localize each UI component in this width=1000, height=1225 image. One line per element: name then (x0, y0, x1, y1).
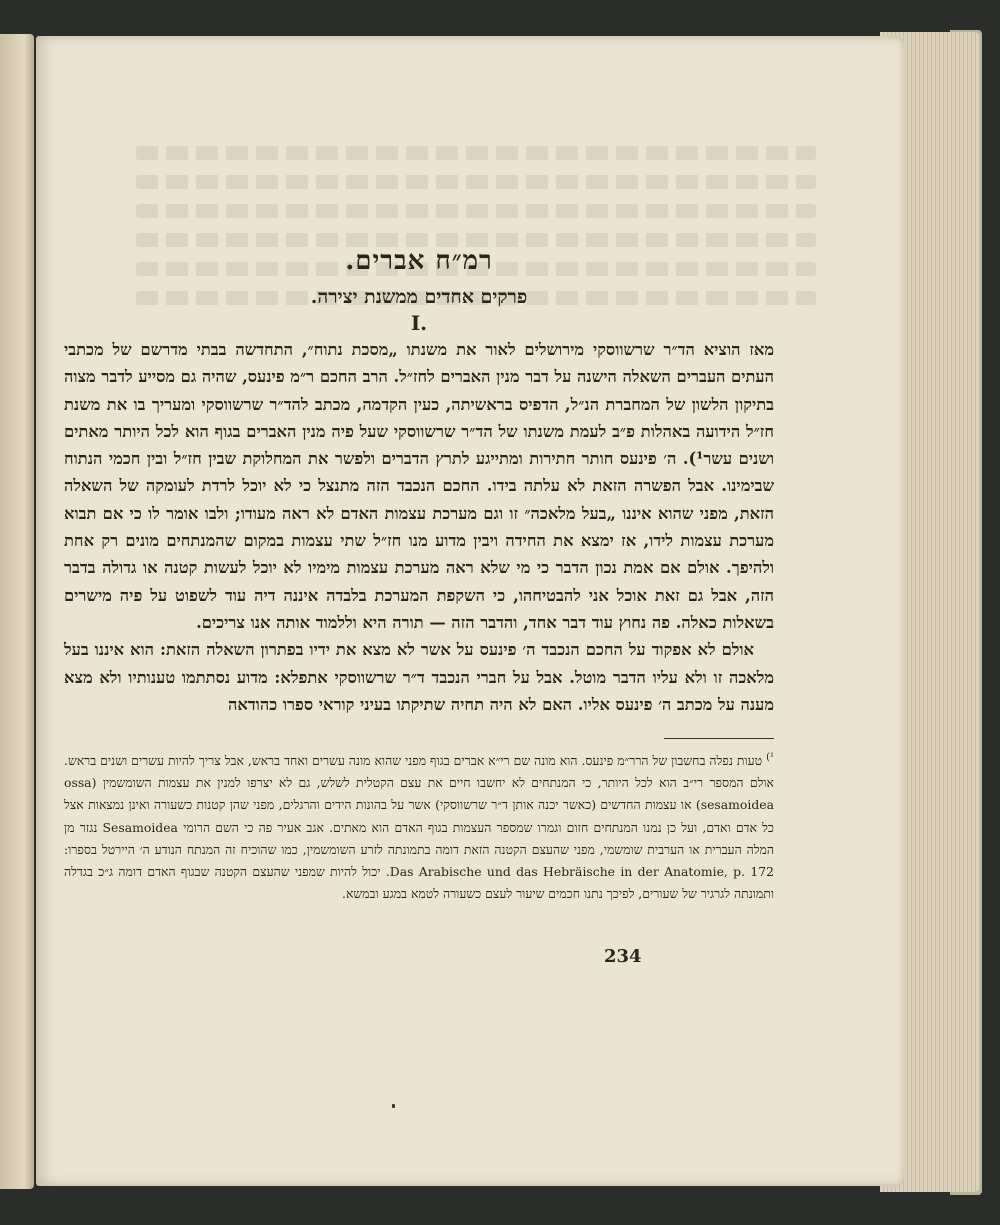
page-content (64, 246, 774, 905)
footnote-divider (664, 738, 774, 739)
section-number: I. (410, 311, 428, 335)
footnote (64, 747, 774, 905)
chapter-subtitle: פרקים אחדים ממשנת יצירה. (310, 286, 528, 308)
chapter-title: רמ״ח אברים. (345, 246, 493, 276)
ink-speck (392, 1104, 395, 1108)
body-paragraph: אולם לא אפקוד על החכם הנכבד ה׳ פינעס על אשר לא מצא את ידיו בפתרון השאלה הזאת: הוא איננו בעל מלאכה זו ולא עליו הדבר מוטל. אבל על חברי הנכבד ד״ר שרשווסקי אתפלא: מדוע נסתתמו טענותיו ולא מצא מענה על מכתב ה׳ פינעס אליו. האם לא היה תחיה שתיקתו בעיני קוראי ספרו כהודאה (64, 640, 774, 714)
footnote-mark: ¹) (766, 752, 774, 764)
page-number: 234 (604, 946, 642, 967)
footnote-text: טעות נפלה בחשבון של הרר״מ פינעס. הוא מונה שם רי״א אברים בגוף מפני שהוא מונה עשרים ואחד בראש, אבל צריך להיות עשרים ושנים בראש. אולם המספר רי״ב הוא לכל היותר, כי המנתחים לא יחשבו חיים את עצם הקטלית לשלש, גם לא יצרפו למנין את עצמות השומשמין (ossa sesamoidea) או עצמות החדשים (כאשר יכנה אותן ד״ר שרשווסקי) אשר על בהונות הידים והרגלים, מפני שהן קטנות כשעורה ואינן נמצאות אצל כל אדם ואדם, ועל כן נמנו המנתחים חזום וגמרו שמספר העצמות בגוף האדם הוא מאתים. אגב אעיר פה כי השם הרומי Sesamoidea נגזר מן המלה העברית או הערבית שומשמי, מפני שהעצם הקטנה הזאת דומה בתמונתה לזרע השומשמין, כמו שהוכיח זה המנתח הנודע ה׳ היירטל בספרו: Das Arabische und das Hebräische in der Anatomie, p. 172. יכול להיות שמפני שהעצם הקטנה שבגוף האדם דומה ג״כ בגדלה ותמונתה לגרגיר של שעורים, לפיכך נתנו חכמים שיעור לעצם כשעורה לטמא במגע ובמשא. (64, 753, 774, 901)
body-paragraph: מאז הוציא הד״ר שרשווסקי מירושלים לאור את משנתו „מסכת נתוח״, התחדשה בבתי מדרשם של מכתבי העתים העברים השאלה הישנה על דבר מנין האברים לחז״ל. הרב החכם ר״מ פינעס, שהיה גם מסייע לדבר מצוה בתיקון הלשון של המחברת הנ״ל, הדפיס בראשיתה, כעין הקדמה, מכתב להד״ר שרשווסקי ומעריך בו את משנת חז״ל הידועה באהלות פ״ב לעמת משנתו של הד״ר שרשווסקי שעל פיה מנין האברים בגוף הוא לכל היותר מאתים ושנים עשר¹). ה׳ פינעס חותר חתירות ומתייגע לתרץ הדברים ולפשר את המחלוקת שבין חז״ל ובין חכמי הנתוח שבימינו. אבל הפשרה הזאת לא עלתה בידו. החכם הנכבד הזה מתנצל כי לא יוכל לרדת לעומקה של השאלה הזאת, מפני שהוא איננו „בעל מלאכה״ זו וגם מערכת עצמות האדם לא ראה מעודו; ולבו אומר לו כי אם תבוא מערכת עצמות לידו, אז ימצא את החידה ויבין מדוע מנו חז״ל שתי עצמות במקום שהמנתחים מונים רק אחת ולהיפך. אולם אם אמת נכון הדבר כי מי שלא ראה מערכת עצמות מימיו לא יוכל לעשות קטנה או גדולה בדבר הזה, אבל גם זאת אוכל אני להבטיחהו, כי השקפת המערכת בלבדה איננה דיה עוד לשפוט על פיה מישרים בשאלות כאלה. פה נחוץ עוד דבר אחד, והדבר הזה — תורה היא וללמוד אותה אנו צריכים. (64, 340, 774, 632)
left-page-edge (0, 34, 34, 1189)
